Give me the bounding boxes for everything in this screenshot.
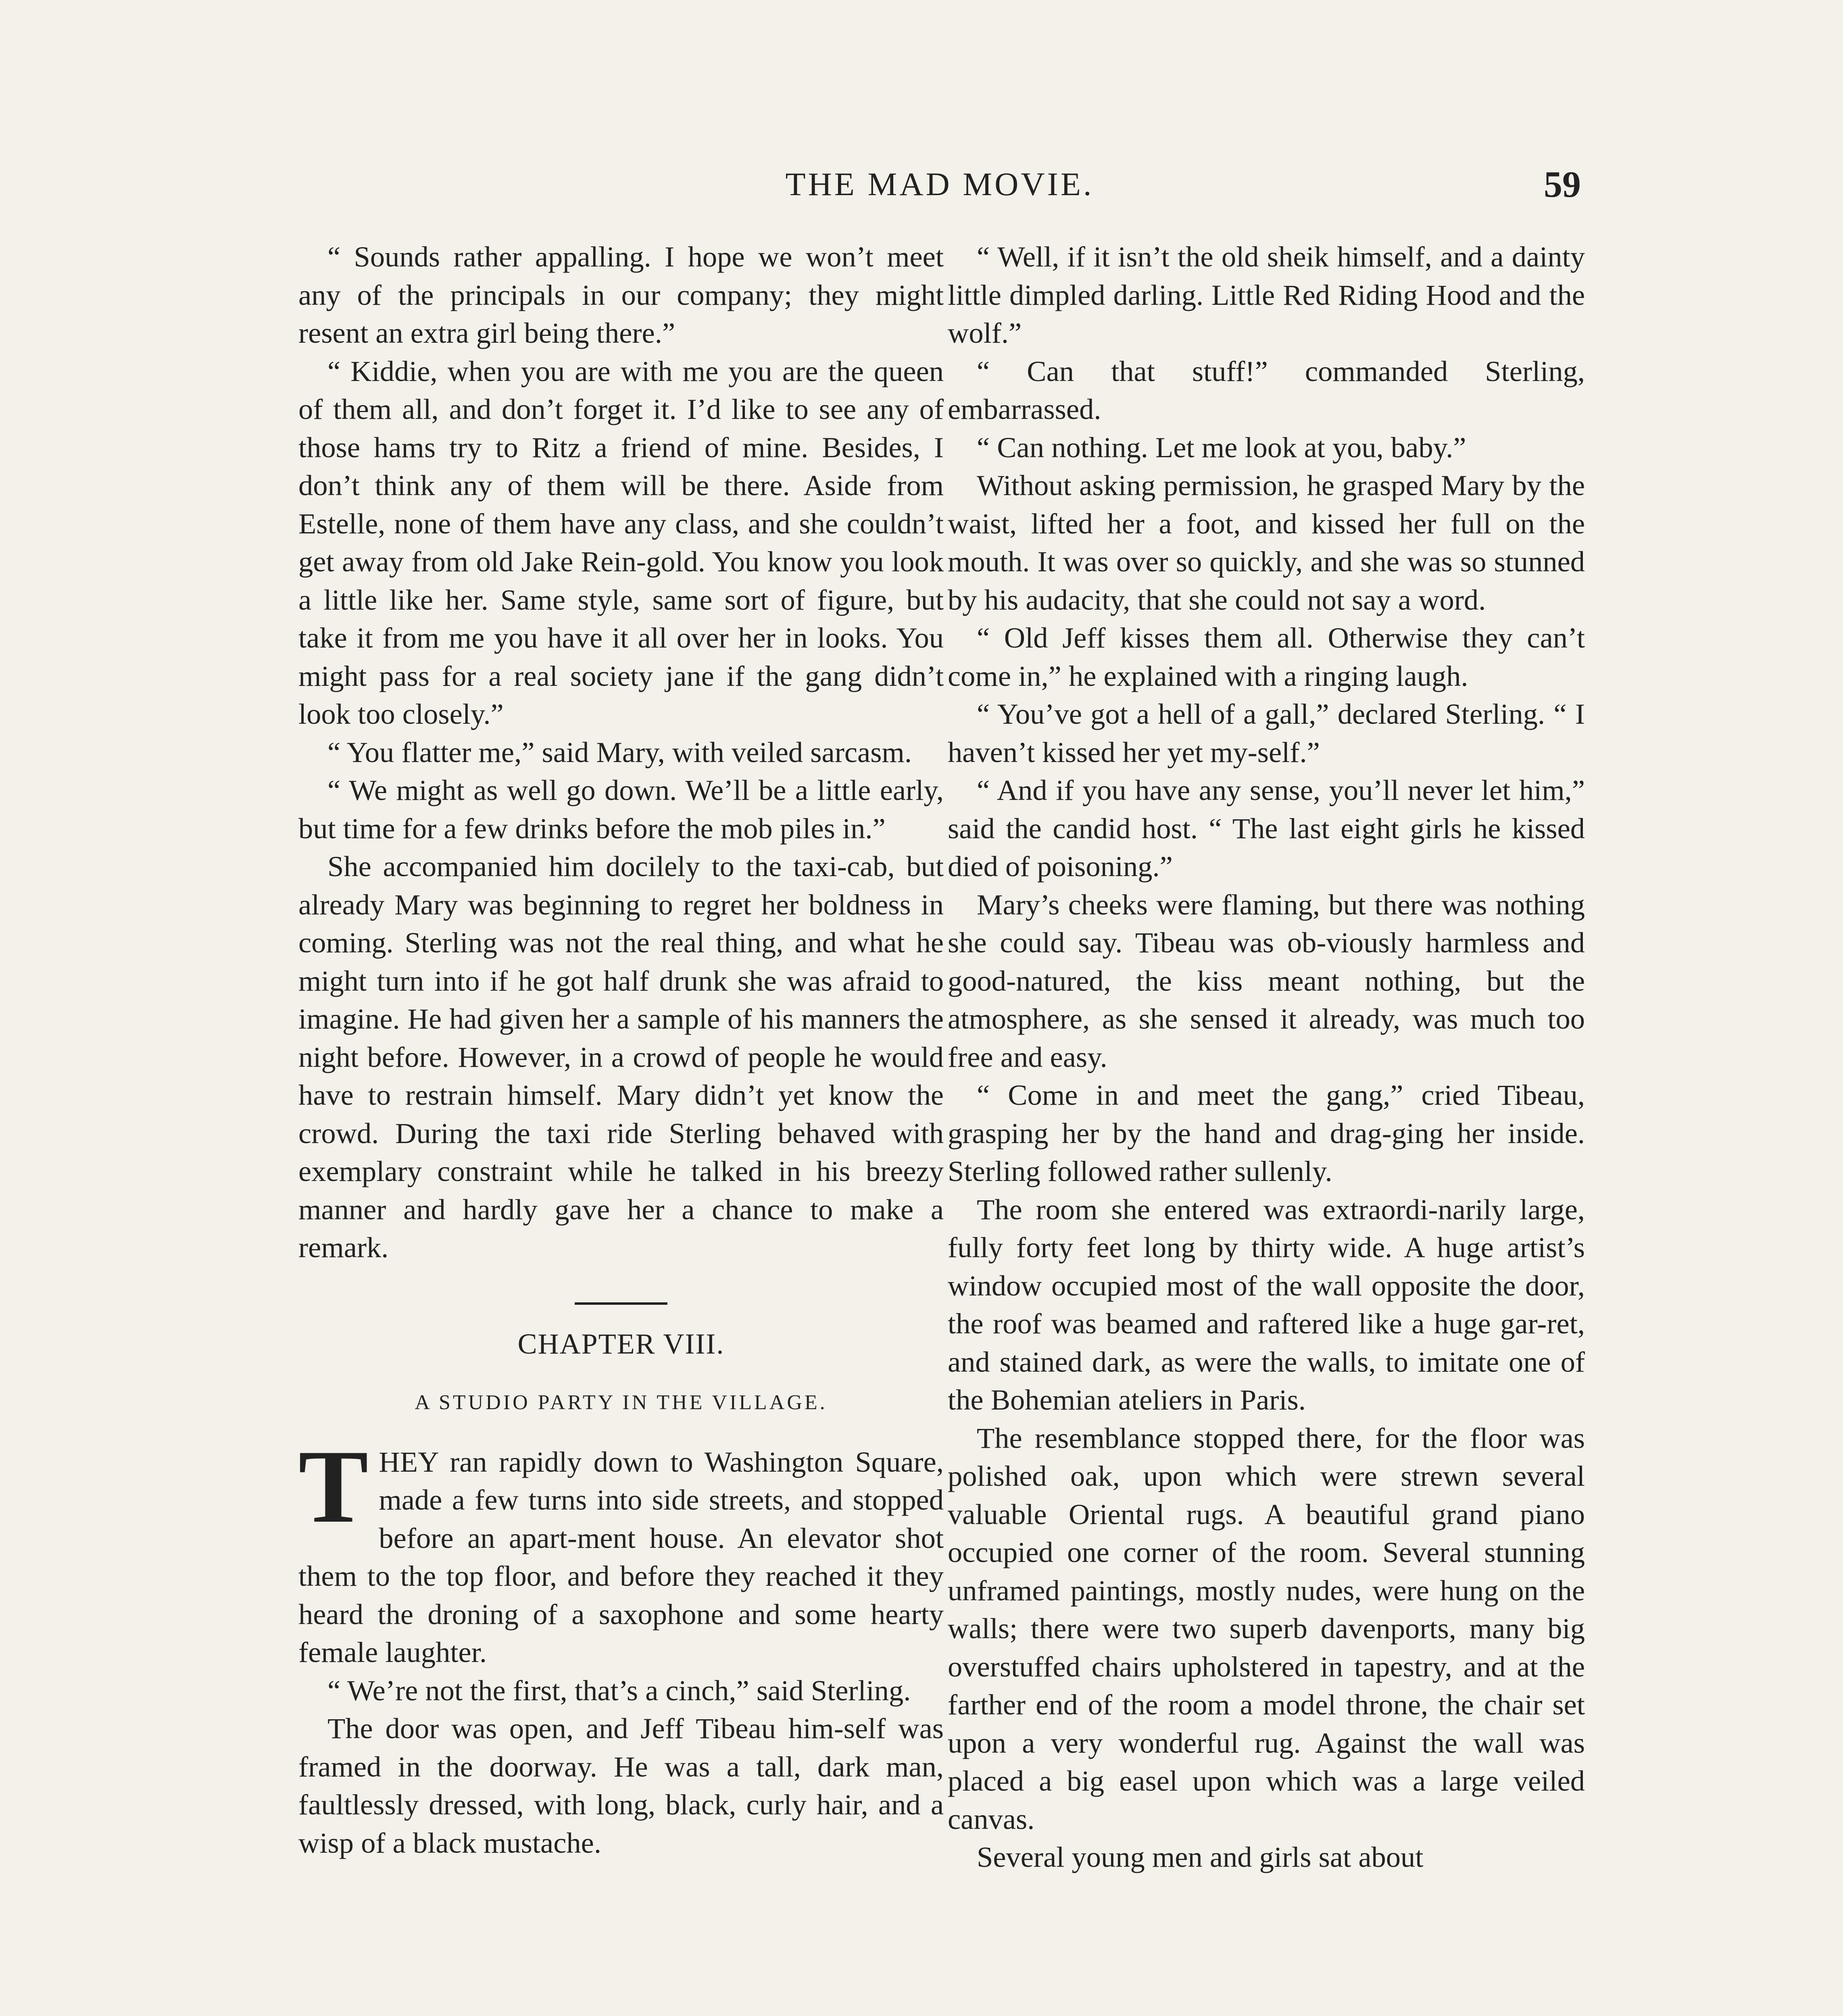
chapter-subtitle: A STUDIO PARTY IN THE VILLAGE. (415, 1391, 828, 1414)
paragraph: “ Come in and meet the gang,” cried Tibeau, grasping her by the hand and drag-ging her inside. Sterling followed rather sullenly. (948, 1079, 1585, 1187)
paragraph: Without asking permission, he grasped Mary by the waist, lifted her a foot, and kissed her full on the mouth. It was over so quickly, and she was so stunned by his audacity, that she could not say a word. (948, 469, 1585, 616)
page-number: 59 (1544, 164, 1581, 205)
paragraph: “ Can nothing. Let me look at you, baby.” (977, 431, 1466, 464)
left-column (298, 238, 944, 1862)
drop-cap: T (298, 1428, 369, 1545)
paragraph: She accompanied him docilely to the taxi-cab, but already Mary was beginning to regret her boldness in coming. Sterling was not the real thing, and what he might turn into if he got half drunk she was afraid to imagine. He had given her a sample of his manners the night before. However, in a crowd of people he would have to restrain himself. Mary didn’t yet know the crowd. During the taxi ride Sterling behaved with exemplary constraint while he talked in his breezy manner and hardly gave her a chance to make a remark. (298, 850, 944, 1264)
paragraph: “ We’re not the first, that’s a cinch,” said Sterling. (327, 1674, 911, 1707)
paragraph: Mary’s cheeks were flaming, but there was nothing she could say. Tibeau was ob-viously harmless and good-natured, the kiss meant nothing, but the atmosphere, as she sensed it already, was much too free and easy. (948, 888, 1585, 1073)
chapter-opening-paragraph (298, 1428, 944, 1672)
paragraph: “ Kiddie, when you are with me you are the queen of them all, and don’t forget it. I’d like to see any of those hams try to Ritz a friend of mine. Besides, I don’t think any of them will be there. Aside from Estelle, none of them have any class, and she couldn’t get away from old Jake Rein-gold. You know you look a little like her. Same style, same sort of figure, but take it from me you have it all over her in looks. You might pass for a real society jane if the gang didn’t look too closely.” (298, 354, 944, 730)
chapter-title: CHAPTER VIII. (517, 1327, 725, 1360)
paragraph: “ You’ve got a hell of a gall,” declared Sterling. “ I haven’t kissed her yet my-self.” (948, 698, 1585, 768)
running-header (298, 165, 1581, 214)
paragraph: “ And if you have any sense, you’ll never let him,” said the candid host. “ The last eight girls he kissed died of poisoning.” (948, 774, 1585, 883)
running-title: THE MAD MOVIE. (785, 166, 1094, 202)
paragraph: “ You flatter me,” said Mary, with veiled sarcasm. (327, 735, 912, 768)
paragraph: “ Can that stuff!” commanded Sterling, embarrassed. (948, 354, 1585, 425)
paragraph: “ Sounds rather appalling. I hope we won’t meet any of the principals in our company; they might resent an extra girl being there.” (298, 240, 944, 349)
paragraph: Several young men and girls sat about (977, 1841, 1424, 1873)
right-column (948, 238, 1585, 1876)
section-break-rule (575, 1302, 667, 1305)
opening-text: HEY ran rapidly down to Washington Square, made a few turns into side streets, and stopped before an apart-ment house. An elevator shot them to the top floor, and before they reached it they heard the droning of a saxophone and some hearty female laughter. (298, 1445, 944, 1668)
paragraph: “ Well, if it isn’t the old sheik himself, and a dainty little dimpled darling. Little Red Riding Hood and the wolf.” (948, 240, 1585, 349)
paragraph: The door was open, and Jeff Tibeau him-self was framed in the doorway. He was a tall, dark man, faultlessly dressed, with long, black, curly hair, and a wisp of a black mustache. (298, 1712, 944, 1859)
paragraph: “ We might as well go down. We’ll be a little early, but time for a few drinks before the mob piles in.” (298, 774, 944, 845)
paragraph: “ Old Jeff kisses them all. Otherwise they can’t come in,” he explained with a ringing laugh. (948, 621, 1585, 692)
paragraph: The resemblance stopped there, for the floor was polished oak, upon which were strewn several valuable Oriental rugs. A beautiful grand piano occupied one corner of the room. Several stunning unframed paintings, mostly nudes, were hung on the walls; there were two superb davenports, many big overstuffed chairs upholstered in tapestry, and at the farther end of the room a model throne, the chair set upon a very wonderful rug. Against the wall was placed a big easel upon which was a large veiled canvas. (948, 1421, 1585, 1835)
paragraph: The room she entered was extraordi-narily large, fully forty feet long by thirty wide. A huge artist’s window occupied most of the wall opposite the door, the roof was beamed and raftered like a huge gar-ret, and stained dark, as were the walls, to imitate one of the Bohemian ateliers in Paris. (948, 1193, 1585, 1416)
